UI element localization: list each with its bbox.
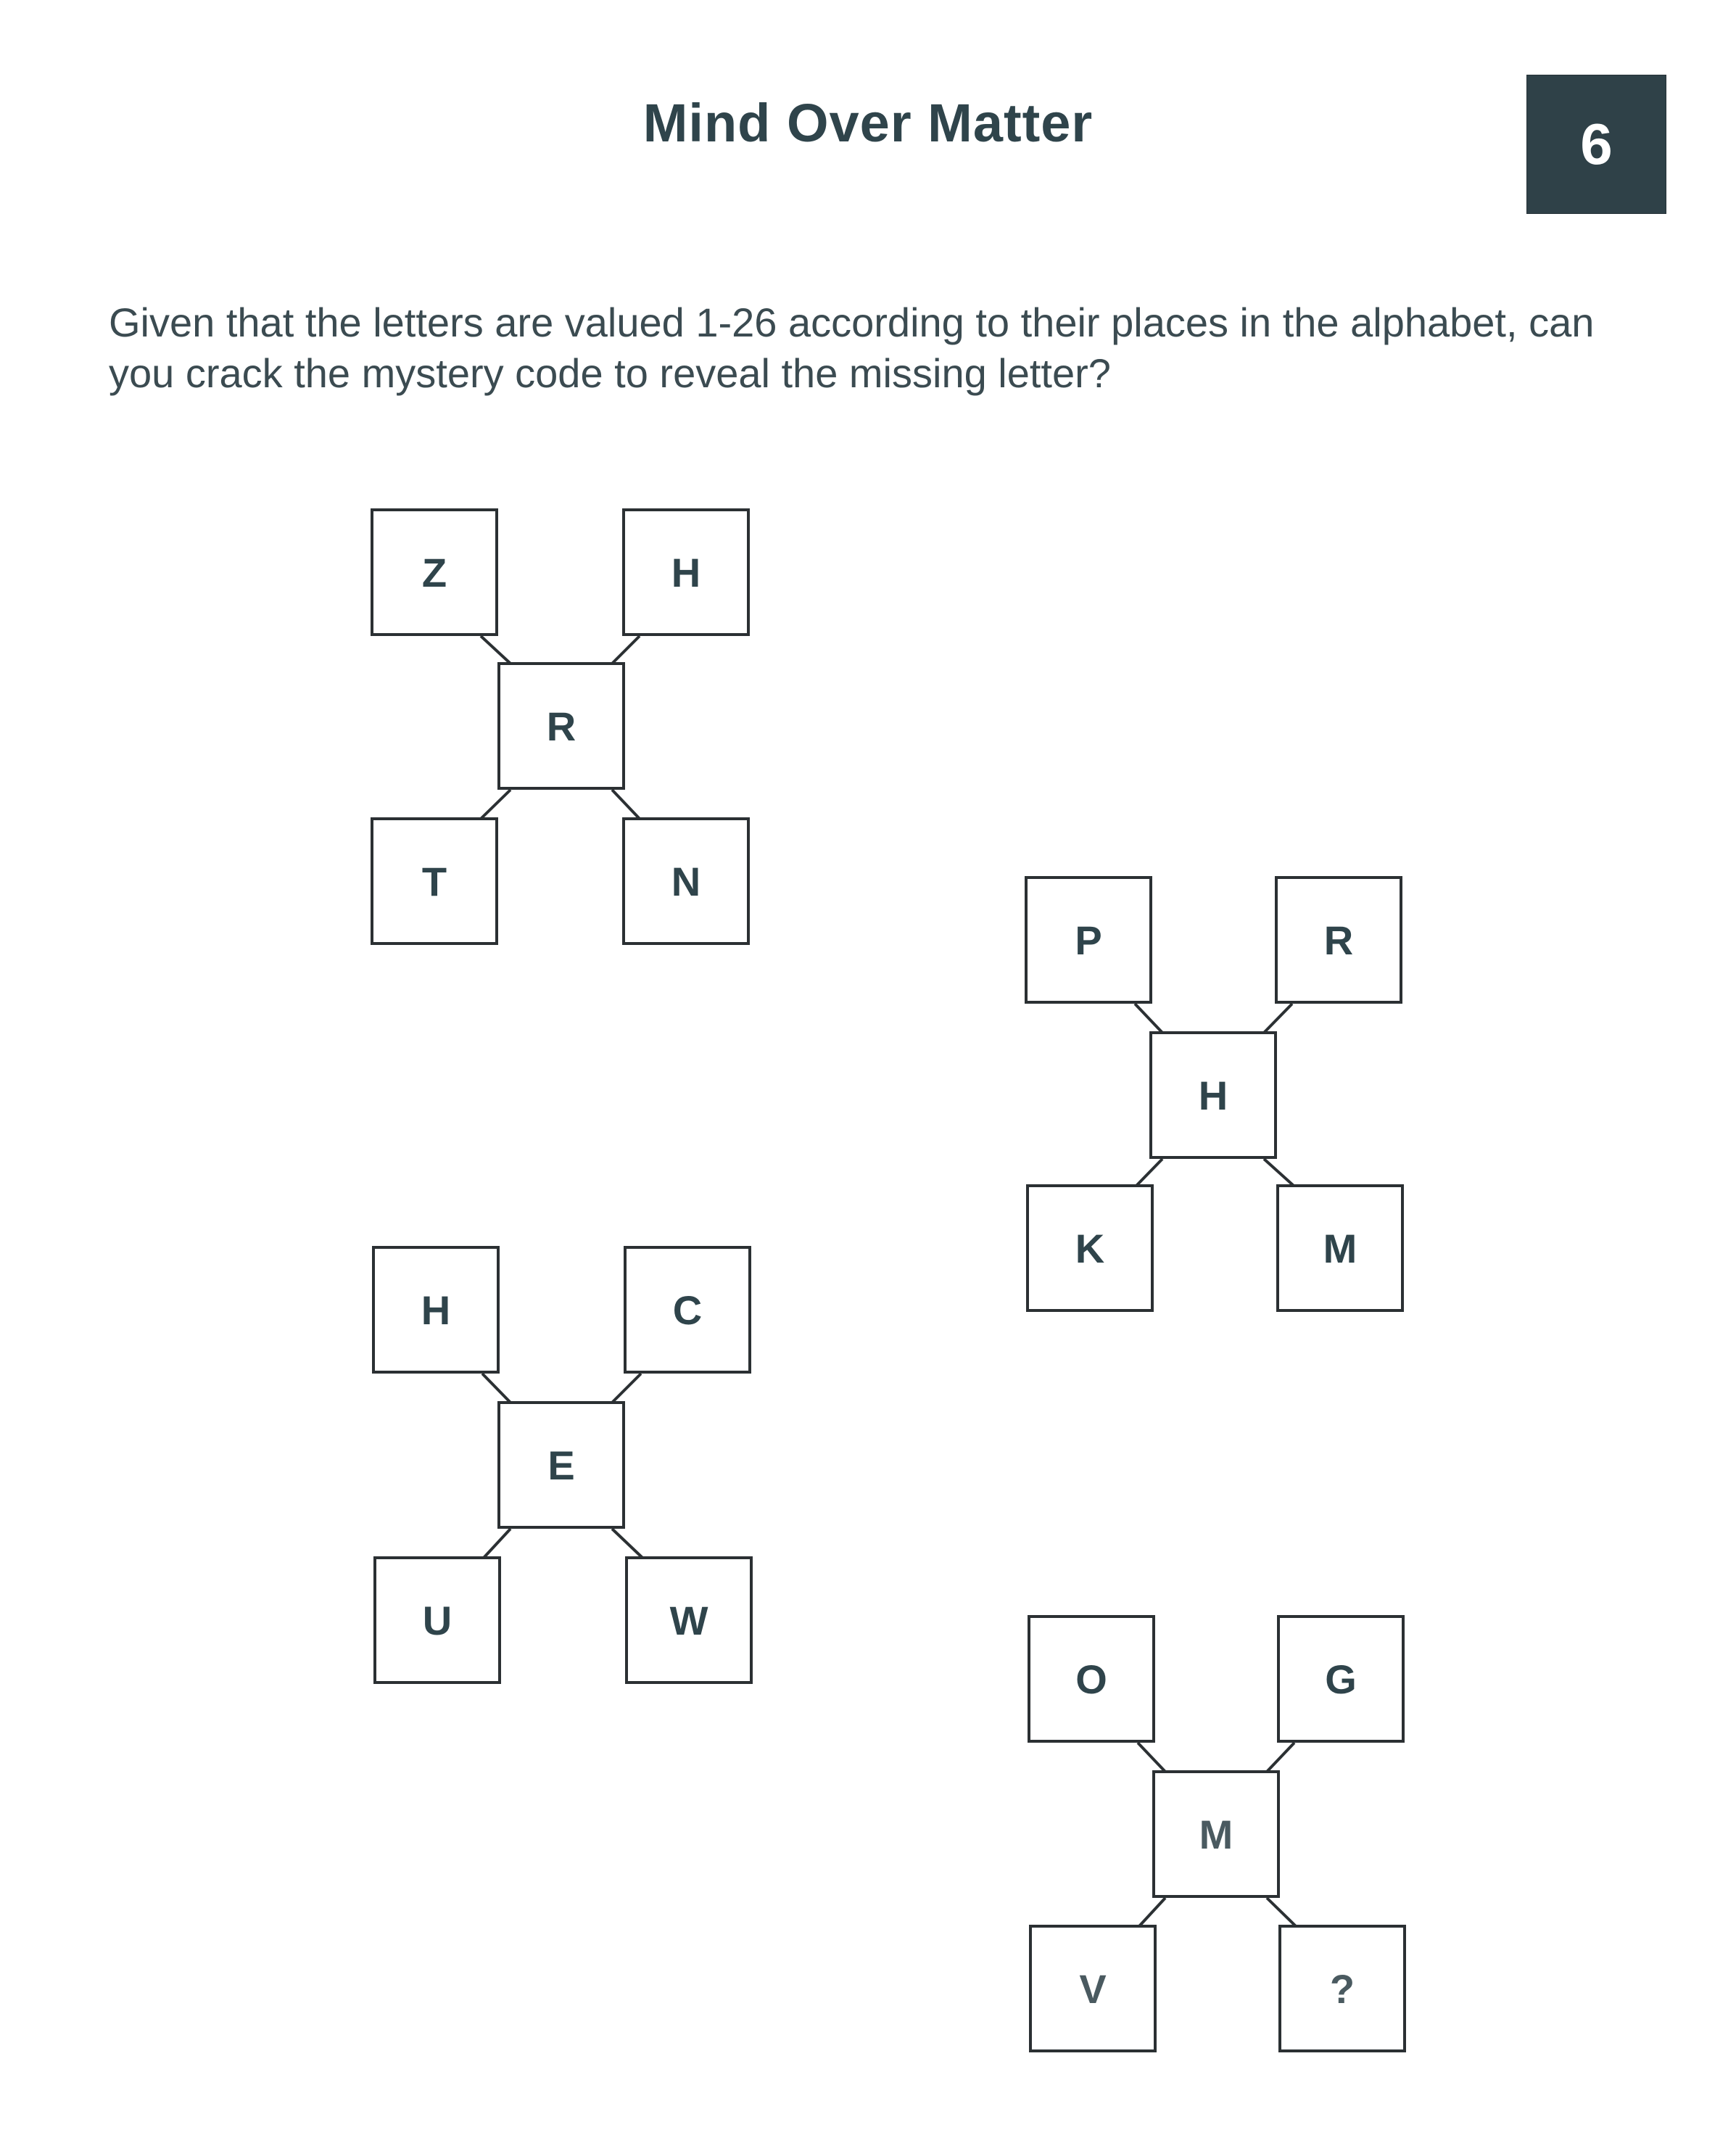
connector-line xyxy=(1136,1159,1162,1186)
letter-box-center: R xyxy=(497,662,625,790)
letter-box-center: E xyxy=(497,1401,625,1529)
connector-line xyxy=(1267,1898,1296,1926)
connector-line xyxy=(1264,1159,1294,1186)
connector-line xyxy=(1138,1743,1165,1772)
letter-box-bottom-left: V xyxy=(1029,1925,1157,2052)
connector-line xyxy=(481,790,511,819)
letter-box-top-right: C xyxy=(624,1246,751,1374)
connector-line xyxy=(1135,1004,1162,1033)
connector-line xyxy=(612,636,640,664)
missing-letter-box: ? xyxy=(1278,1925,1406,2052)
instructions xyxy=(109,297,1668,399)
connector-line xyxy=(612,1374,641,1403)
letter-box-top-right: H xyxy=(622,508,750,636)
letter-box-bottom-left: U xyxy=(373,1556,501,1684)
letter-box-bottom-right: M xyxy=(1276,1184,1404,1312)
connector-line xyxy=(484,1529,511,1558)
puzzle-number-badge: 6 xyxy=(1527,75,1666,213)
connector-line xyxy=(612,1529,642,1558)
instructions-line-1: Given that the letters are valued 1-26 according to their places in the alphabet, can xyxy=(109,300,1595,345)
letter-box-center: H xyxy=(1149,1031,1277,1159)
page-title: Mind Over Matter xyxy=(642,93,1094,153)
letter-box-bottom-right: W xyxy=(625,1556,753,1684)
letter-box-top-right: R xyxy=(1275,876,1402,1004)
letter-box-bottom-left: K xyxy=(1026,1184,1154,1312)
letter-box-top-left: Z xyxy=(371,508,498,636)
letter-box-bottom-right: N xyxy=(622,817,750,945)
letter-box-center: M xyxy=(1152,1770,1280,1898)
connector-line xyxy=(1264,1004,1292,1033)
letter-box-top-left: P xyxy=(1025,876,1152,1004)
connector-line xyxy=(1139,1898,1165,1926)
connector-line xyxy=(612,790,640,819)
letter-box-top-left: O xyxy=(1028,1615,1155,1743)
connector-line xyxy=(1267,1743,1294,1772)
instructions-line-2: you crack the mystery code to reveal the missing letter? xyxy=(109,350,1111,396)
letter-box-top-left: H xyxy=(372,1246,500,1374)
letter-box-bottom-left: T xyxy=(371,817,498,945)
connector-line xyxy=(481,636,511,664)
connector-line xyxy=(482,1374,511,1403)
letter-box-top-right: G xyxy=(1277,1615,1405,1743)
